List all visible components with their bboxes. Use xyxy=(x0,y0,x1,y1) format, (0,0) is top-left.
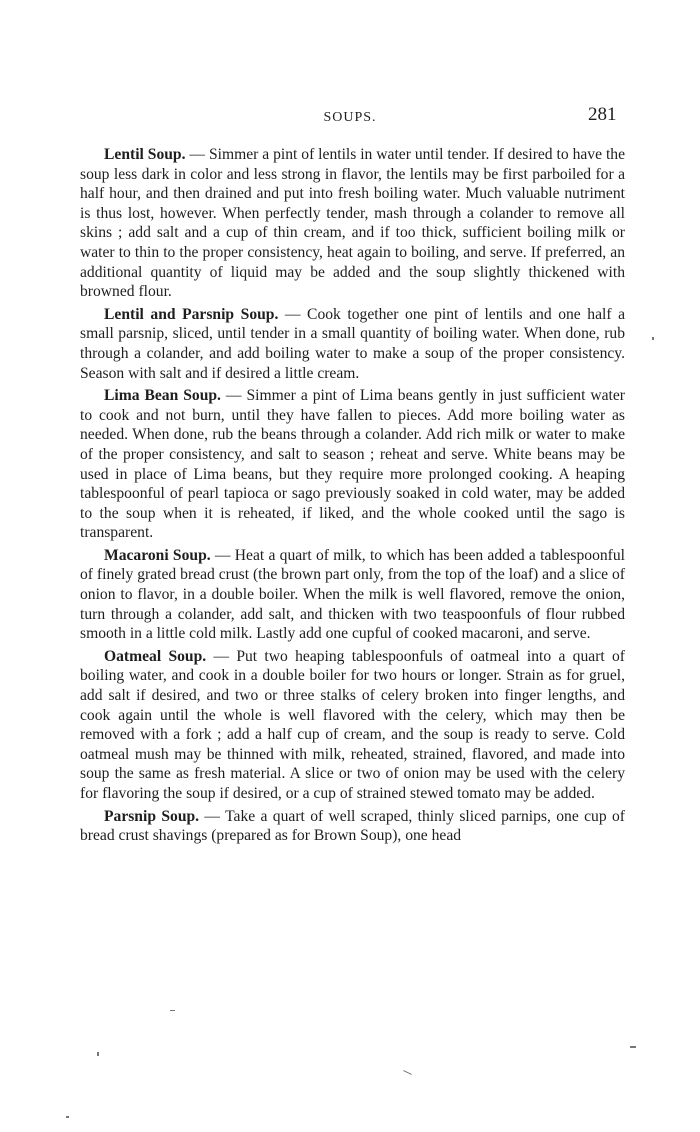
recipe-paragraph-lima-bean-soup xyxy=(80,386,625,543)
recipe-text-body xyxy=(80,145,625,849)
recipe-text: — Cook together one pint of lentils and one half a small parsnip, sliced, until tender in a small quantity of boiling water. When done, rub through a colander, and add boiling water to make a soup of the proper consistency. Season with salt and if desired a little cream. xyxy=(80,305,625,382)
recipe-text: — Heat a quart of milk, to which has been added a tablespoonful of finely grated bread crust (the brown part only, from the top of the loaf) and a slice of onion to flavor, in a double boiler. When the milk is well flavored, remove the onion, turn through a colander, add salt, and thicken with two teaspoonfuls of flour rubbed smooth in a little cold milk. Lastly add one cupful of cooked macaroni, and serve. xyxy=(80,546,625,643)
page-number: 281 xyxy=(588,104,617,125)
recipe-text: — Simmer a pint of Lima beans gently in just sufficient water to cook and not burn, until they have fallen to pieces. Add more boiling water as needed. When done, rub the beans through a colander. Add rich milk or water to make of the proper consistency, and salt to season ; reheat and serve. White beans may be used in place of Lima beans, but they require more prolonged cooking. A heaping tablespoonful of pearl tapioca or sago previously soaked in cold water, may be added to the soup when it is reheated, if liked, and the whole cooked until the sago is transparent. xyxy=(80,387,625,542)
recipe-text: — Simmer a pint of lentils in water until tender. If desired to have the soup less dark in color and less strong in flavor, the lentils may be first parboiled for a half hour, and then drained and put into fresh boiling water. Much valuable nutriment is thus lost, however. When perfectly tender, mash through a colander to remove all skins ; add salt and a cup of thin cream, and if too thick, sufficient boiling milk or water to thin to the proper consistency, heat again to boiling, and serve. If preferred, an additional quantity of liquid may be added and the soup slightly thickened with browned flour. xyxy=(80,146,625,301)
recipe-heading: Lentil Soup. xyxy=(104,146,186,163)
running-head-title: SOUPS. xyxy=(323,110,377,125)
scan-speck xyxy=(652,337,654,340)
scan-speck xyxy=(97,1052,99,1056)
recipe-text: — Take a quart of well scraped, thinly sliced parnips, one cup of bread crust shavings (prepared as for Brown Soup), one head xyxy=(80,807,625,845)
recipe-heading: Oatmeal Soup. xyxy=(104,647,207,665)
recipe-paragraph-lentil-soup xyxy=(80,145,625,302)
recipe-paragraph-macaroni-soup xyxy=(80,546,625,644)
recipe-heading: Lentil and Parsnip Soup. xyxy=(104,305,279,323)
scan-speck xyxy=(170,1010,175,1011)
scan-speck xyxy=(403,1070,412,1075)
recipe-paragraph-oatmeal-soup xyxy=(80,647,625,804)
recipe-heading: Lima Bean Soup. xyxy=(104,387,221,405)
scan-speck xyxy=(66,1116,69,1118)
recipe-paragraph-lentil-parsnip-soup xyxy=(80,305,625,383)
recipe-text: — Put two heaping tablespoonfuls of oatmeal into a quart of boiling water, and cook in a double boiler for two hours or longer. Strain as for gruel, add salt if desired, and two or three stalks of celery broken into finger lengths, and cook again until the whole is well flavored with the celery, which may then be removed with a fork ; add a half cup of cream, and the soup is ready to serve. Cold oatmeal mush may be thinned with milk, reheated, strained, flavored, and made into soup the same as fresh material. A slice or two of onion may be used with the celery for flavoring the soup if desired, or a cup of strained stewed tomato may be added. xyxy=(80,647,625,802)
recipe-heading: Parsnip Soup. xyxy=(104,807,200,825)
scan-speck xyxy=(630,1046,636,1048)
recipe-heading: Macaroni Soup. xyxy=(104,546,211,564)
recipe-paragraph-parsnip-soup xyxy=(80,807,625,846)
